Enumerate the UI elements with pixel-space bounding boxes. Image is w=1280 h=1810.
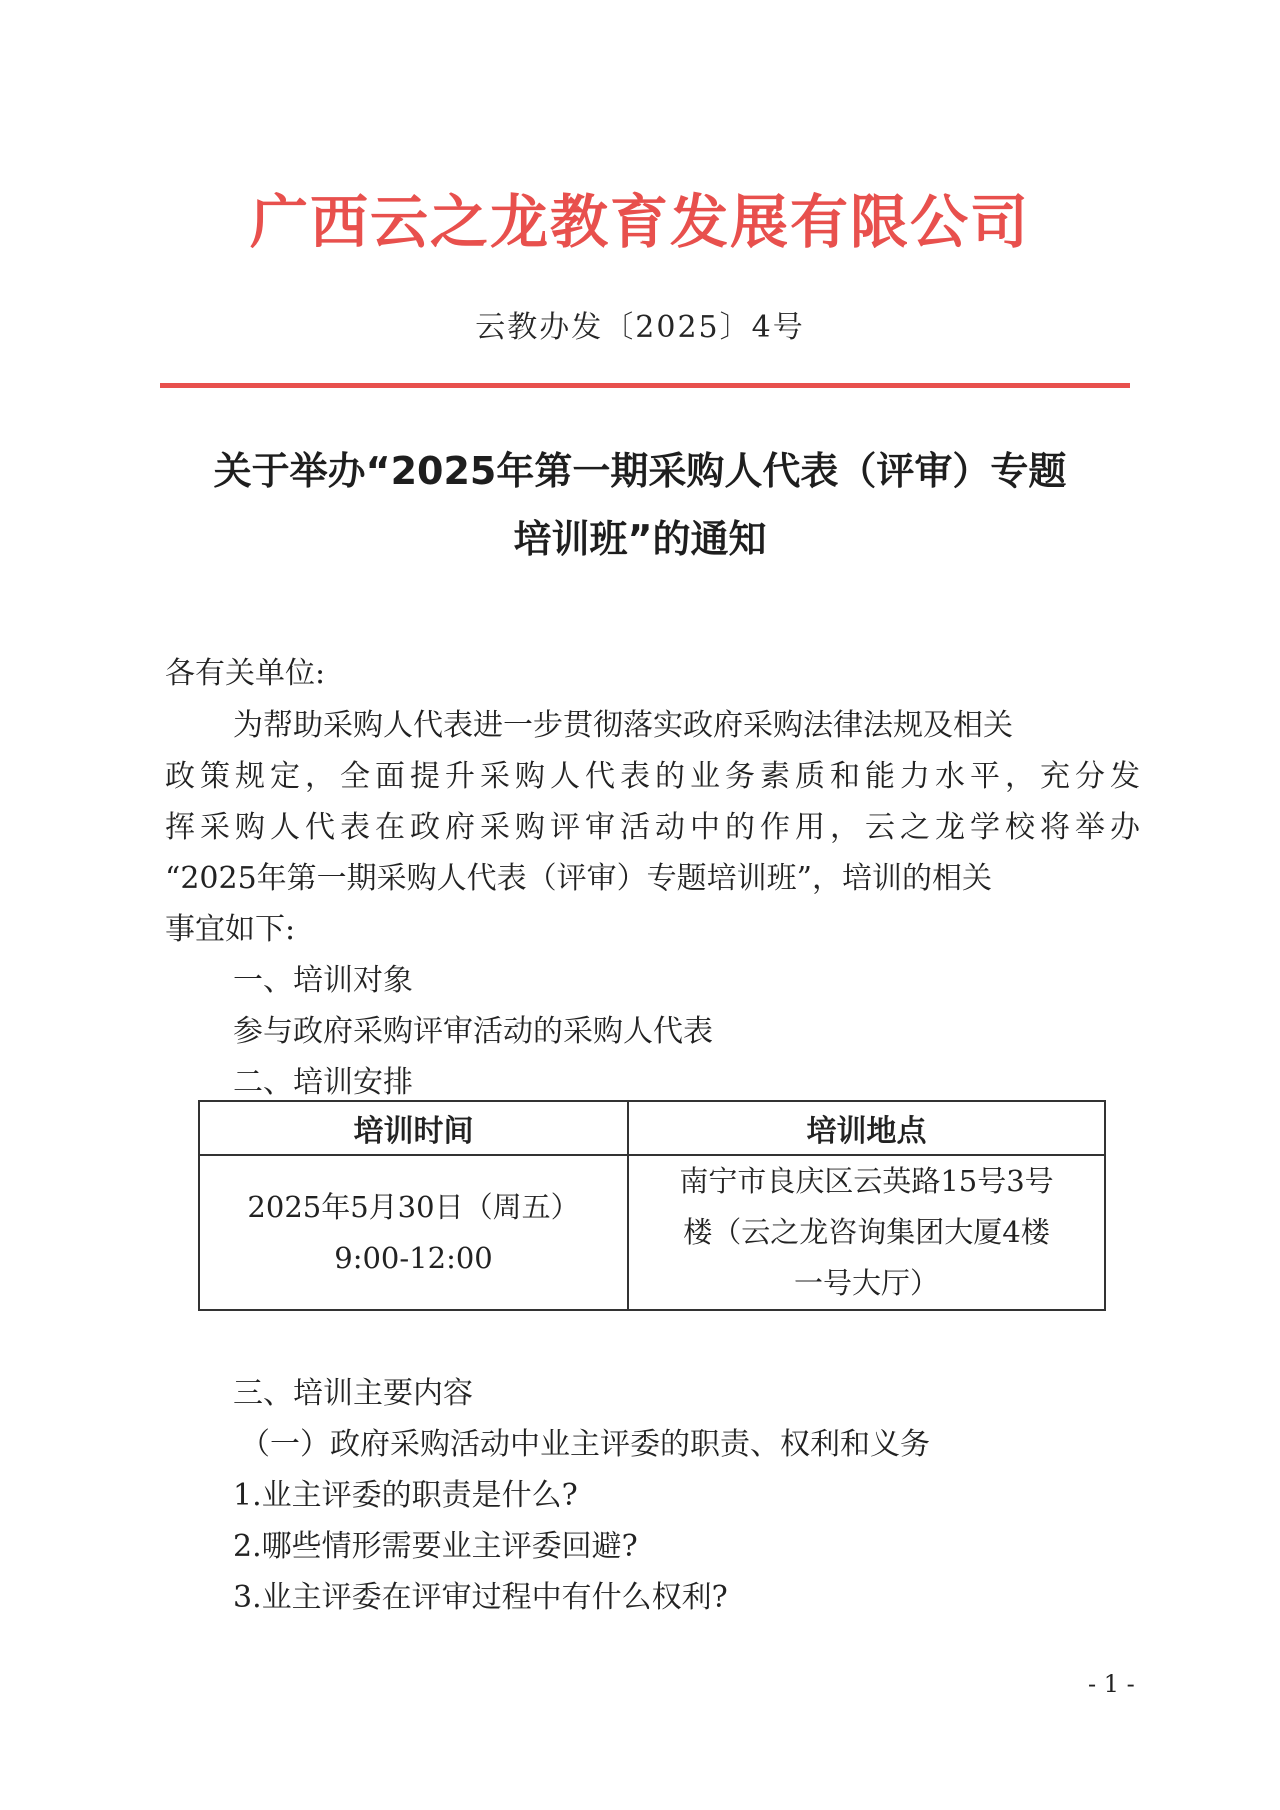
page-number: - 1 - (1088, 1670, 1135, 1698)
organization-name: 广西云之龙教育发展有限公司 (249, 188, 1030, 256)
intro-line: 为帮助采购人代表进一步贯彻落实政府采购法律法规及相关 (233, 708, 1013, 743)
training-place-cell (628, 1155, 1105, 1310)
section-heading-1: 一、培训对象 (233, 963, 413, 998)
training-date: 2025年5月30日（周五） (247, 1189, 580, 1224)
intro-line: 政策规定，全面提升采购人代表的业务素质和能力水平，充分发 (165, 759, 1140, 794)
table-row (199, 1155, 1105, 1310)
intro-line: 挥采购人代表在政府采购评审活动中的作用，云之龙学校将举办 (165, 810, 1140, 845)
section-1-body: 参与政府采购评审活动的采购人代表 (233, 1014, 713, 1049)
subsection-heading: （一）政府采购活动中业主评委的职责、权利和义务 (240, 1427, 930, 1462)
training-place-line: 一号大厅） (793, 1266, 939, 1300)
training-place-line: 南宁市良庆区云英路15号3号 (679, 1164, 1054, 1198)
column-header-place: 培训地点 (628, 1101, 1105, 1155)
notice-title-line-2: 培训班”的通知 (513, 517, 767, 561)
salutation: 各有关单位: (165, 656, 326, 691)
red-divider-line (160, 383, 1130, 388)
document-number: 云教办发〔2025〕4号 (475, 310, 805, 345)
intro-line: 事宜如下: (165, 912, 296, 947)
training-hours: 9:00-12:00 (334, 1240, 493, 1275)
intro-line: “2025年第一期采购人代表（评审）专题培训班”，培训的相关 (165, 861, 993, 896)
list-item: 3.业主评委在评审过程中有什么权利? (233, 1580, 728, 1615)
column-header-time: 培训时间 (199, 1101, 628, 1155)
notice-title-line-1: 关于举办“2025年第一期采购人代表（评审）专题 (213, 449, 1067, 493)
list-item: 1.业主评委的职责是什么? (233, 1478, 578, 1513)
section-heading-3: 三、培训主要内容 (233, 1376, 473, 1411)
section-heading-2: 二、培训安排 (233, 1065, 413, 1100)
training-schedule-table (198, 1100, 1106, 1311)
training-place-line: 楼（云之龙咨询集团大厦4楼 (683, 1215, 1050, 1249)
training-time-cell (199, 1155, 628, 1310)
table-header-row (199, 1101, 1105, 1155)
list-item: 2.哪些情形需要业主评委回避? (233, 1529, 638, 1564)
